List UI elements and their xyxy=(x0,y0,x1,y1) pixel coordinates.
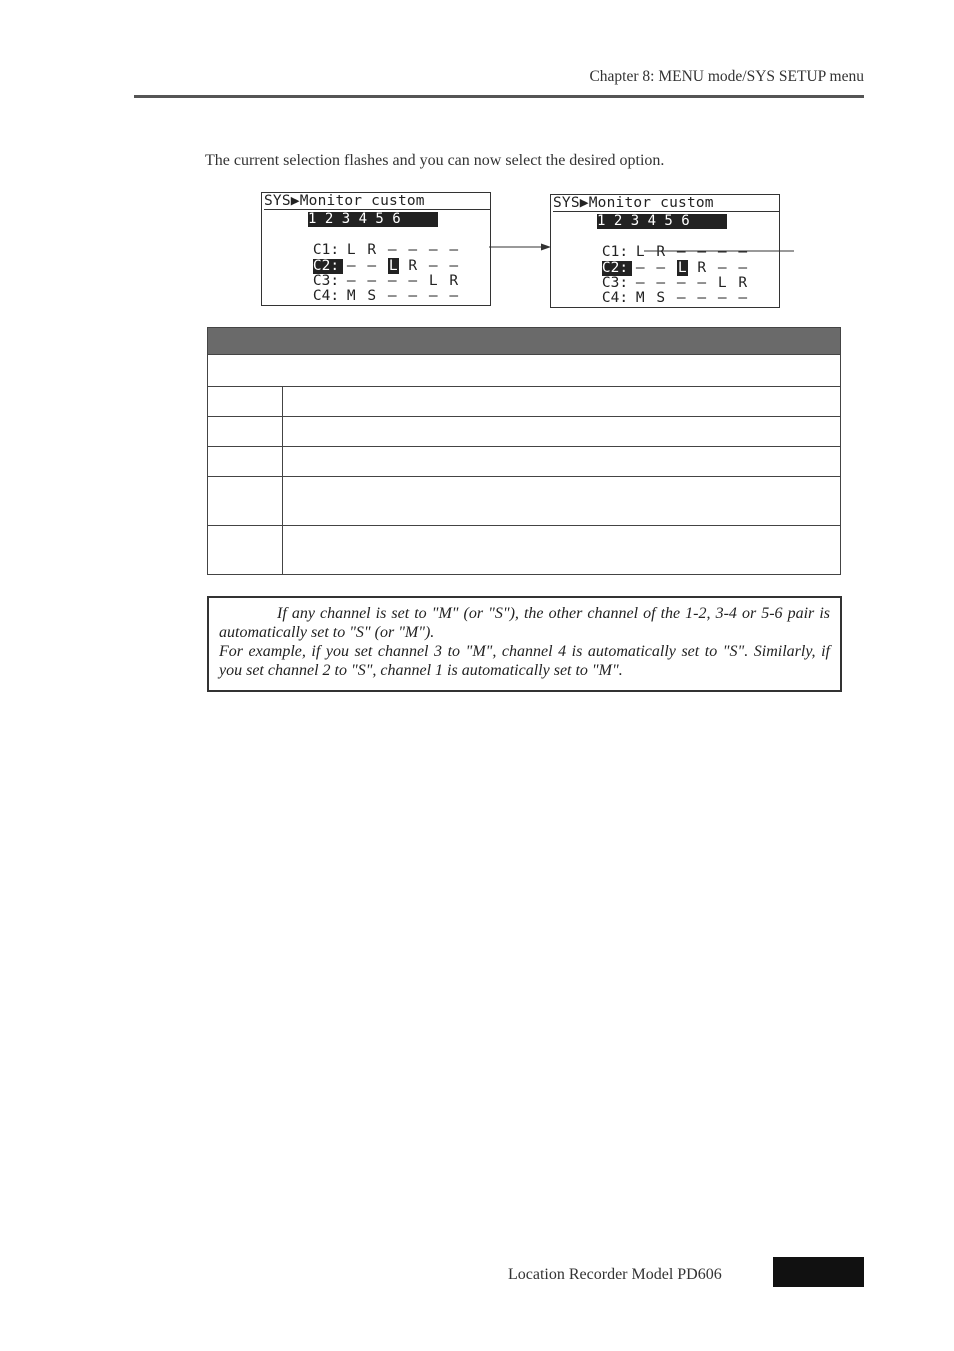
cell: – xyxy=(717,260,727,276)
cell: – xyxy=(367,273,377,289)
cell: M xyxy=(635,290,645,306)
lcd-channel-header: 1 2 3 4 5 6 xyxy=(597,214,727,229)
cell: – xyxy=(408,242,418,258)
cell: – xyxy=(717,290,727,306)
row-label: C3: xyxy=(601,275,629,291)
table-subheader-cell xyxy=(208,355,841,387)
page-number-box xyxy=(773,1257,864,1287)
cell: – xyxy=(449,242,459,258)
lcd-screen-before xyxy=(261,192,491,306)
row-label-selected: C2: xyxy=(313,259,343,274)
table-row xyxy=(208,447,841,477)
intro-text: The current selection flashes and you can now select the desired option. xyxy=(205,152,665,169)
cell: R xyxy=(697,260,707,276)
cell: R xyxy=(367,242,377,258)
cell: – xyxy=(428,242,438,258)
cell-flashing-value: L xyxy=(677,260,687,276)
callout-line xyxy=(644,246,794,256)
table-row xyxy=(208,417,841,447)
table-cell xyxy=(208,477,283,526)
table-cell xyxy=(208,387,283,417)
lcd-title: SYS▶Monitor custom xyxy=(553,195,779,212)
cell: – xyxy=(428,258,438,274)
table-row xyxy=(208,477,841,526)
cell: – xyxy=(635,260,645,276)
cell: – xyxy=(717,244,727,260)
header-rule xyxy=(134,95,864,98)
cell: – xyxy=(676,275,686,291)
cell: L xyxy=(635,244,645,260)
cell: – xyxy=(367,258,377,274)
table-cell xyxy=(283,477,841,526)
cell: M xyxy=(346,288,356,304)
cell: – xyxy=(635,275,645,291)
cell: – xyxy=(387,273,397,289)
cell: – xyxy=(408,288,418,304)
cell: – xyxy=(449,258,459,274)
cell: – xyxy=(676,244,686,260)
table-subheader-row xyxy=(208,355,841,387)
table-cell xyxy=(283,526,841,575)
chapter-header: Chapter 8: MENU mode/SYS SETUP menu xyxy=(589,68,864,85)
cell: – xyxy=(738,260,748,276)
footer-text: Location Recorder Model PD606 xyxy=(508,1266,722,1283)
arrow-right-icon xyxy=(489,242,551,252)
cell: – xyxy=(656,275,666,291)
cell: – xyxy=(656,260,666,276)
table-cell xyxy=(208,447,283,477)
note-text-1: If any channel is set to "M" (or "S"), the other channel of the 1-2, 3-4 or 5-6 pair is automatically set to "S" (or "M"). xyxy=(219,605,830,641)
cell: R xyxy=(656,244,666,260)
cell: S xyxy=(656,290,666,306)
note-line-2: For example, if you set channel 3 to "M", channel 4 is automatically set to "S". Similarly, if you set channel 2 to "S", channel 1 is automatically set to "M". xyxy=(219,643,830,679)
cell: – xyxy=(449,288,459,304)
options-table xyxy=(207,327,841,575)
lcd-title: SYS▶Monitor custom xyxy=(264,193,490,210)
cell: – xyxy=(697,244,707,260)
table-header-row xyxy=(208,328,841,355)
cell: – xyxy=(428,288,438,304)
row-label: C4: xyxy=(601,290,629,306)
note-box xyxy=(207,596,842,692)
table-cell xyxy=(283,417,841,447)
lcd-row-c4 xyxy=(567,276,759,321)
table-cell xyxy=(208,526,283,575)
cell: R xyxy=(408,258,418,274)
table-header-cell xyxy=(208,328,841,355)
cell: L xyxy=(346,242,356,258)
row-label: C3: xyxy=(312,273,340,289)
cell: – xyxy=(387,288,397,304)
cell: – xyxy=(387,242,397,258)
cell: R xyxy=(738,275,748,291)
row-label: C1: xyxy=(312,242,340,258)
cell: – xyxy=(738,244,748,260)
table-row xyxy=(208,526,841,575)
row-label: C1: xyxy=(601,244,629,260)
cell: L xyxy=(428,273,438,289)
row-label-selected: C2: xyxy=(602,261,632,276)
cell: R xyxy=(449,273,459,289)
cell: L xyxy=(717,275,727,291)
lcd-row-c4 xyxy=(278,274,470,319)
lcd-channel-header: 1 2 3 4 5 6 xyxy=(308,212,438,227)
table-row xyxy=(208,387,841,417)
note-line-1 xyxy=(219,604,830,642)
table-cell xyxy=(208,417,283,447)
cell: – xyxy=(408,273,418,289)
cell-selected-value: L xyxy=(388,258,398,274)
cell: – xyxy=(697,275,707,291)
cell: – xyxy=(676,290,686,306)
cell: – xyxy=(346,273,356,289)
cell: – xyxy=(697,290,707,306)
cell: – xyxy=(346,258,356,274)
table-cell xyxy=(283,447,841,477)
cell: – xyxy=(738,290,748,306)
table-cell xyxy=(283,387,841,417)
row-label: C4: xyxy=(312,288,340,304)
cell: S xyxy=(367,288,377,304)
